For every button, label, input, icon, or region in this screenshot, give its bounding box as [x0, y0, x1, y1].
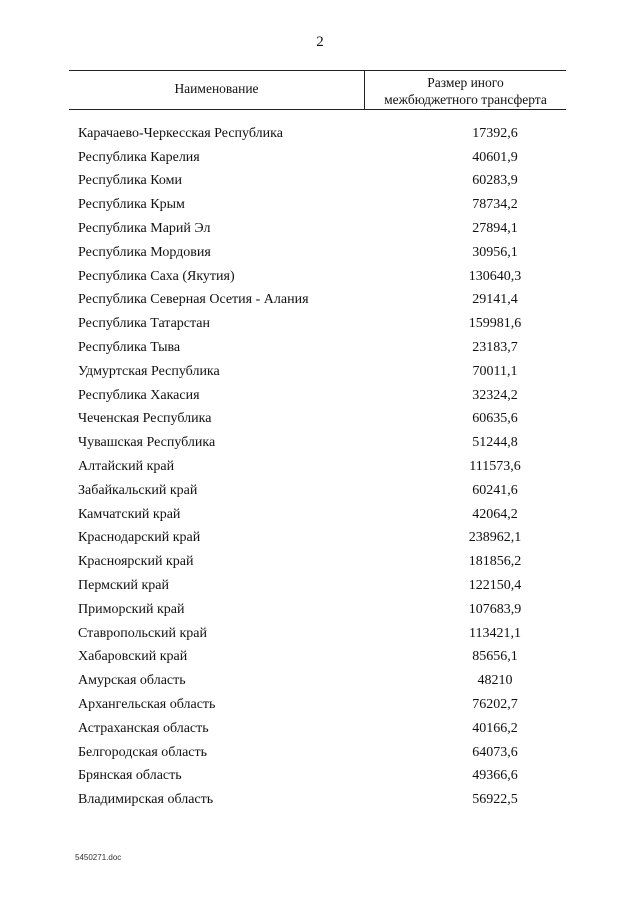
table-row — [69, 646, 566, 670]
region-name: Белгородская область — [78, 744, 208, 760]
region-name: Приморский край — [78, 601, 185, 617]
transfer-amount: 48210 — [477, 673, 513, 689]
region-name: Астраханская область — [78, 720, 209, 736]
region-name: Удмуртская Республика — [78, 363, 220, 379]
table-row — [69, 765, 566, 789]
table-row — [69, 455, 566, 479]
region-name: Амурская область — [78, 673, 186, 689]
page-number: 2 — [316, 34, 324, 50]
table-row — [69, 408, 566, 432]
region-name: Забайкальский край — [78, 482, 198, 498]
table-row — [69, 289, 566, 313]
transfer-table — [69, 70, 566, 812]
region-name: Республика Крым — [78, 197, 185, 213]
table-row — [69, 598, 566, 622]
region-name: Брянская область — [78, 768, 182, 784]
transfer-amount: 60241,6 — [472, 482, 518, 498]
transfer-amount: 238962,1 — [468, 530, 522, 546]
table-row — [69, 312, 566, 336]
region-name: Камчатский край — [78, 506, 181, 522]
transfer-amount: 64073,6 — [472, 744, 518, 760]
table-row — [69, 550, 566, 574]
region-name: Республика Саха (Якутия) — [78, 268, 235, 284]
table-row — [69, 503, 566, 527]
table-row — [69, 527, 566, 551]
region-name: Хабаровский край — [78, 649, 188, 665]
region-name: Чувашская Республика — [78, 435, 216, 451]
transfer-amount: 122150,4 — [468, 578, 522, 594]
table-row — [69, 336, 566, 360]
transfer-amount: 40166,2 — [472, 720, 518, 736]
table-row — [69, 693, 566, 717]
region-name: Республика Тыва — [78, 340, 181, 356]
table-row — [69, 741, 566, 765]
region-name: Республика Марий Эл — [78, 221, 211, 237]
transfer-amount: 29141,4 — [472, 292, 518, 308]
table-header — [69, 70, 566, 110]
document-code: 5450271.doc — [75, 853, 122, 862]
transfer-amount: 76202,7 — [472, 697, 518, 713]
region-name: Республика Хакасия — [78, 387, 200, 403]
table-row — [69, 360, 566, 384]
region-name: Владимирская область — [78, 792, 214, 808]
region-name: Краснодарский край — [78, 530, 201, 546]
transfer-amount: 60635,6 — [472, 411, 518, 427]
region-name: Архангельская область — [78, 697, 216, 713]
region-name: Республика Северная Осетия - Алания — [78, 292, 309, 308]
table-row — [69, 265, 566, 289]
table-row — [69, 788, 566, 812]
transfer-amount: 60283,9 — [472, 173, 518, 189]
region-name: Чеченская Республика — [78, 411, 212, 427]
transfer-amount: 113421,1 — [469, 625, 521, 641]
table-row — [69, 241, 566, 265]
transfer-amount: 27894,1 — [472, 221, 518, 237]
transfer-amount: 32324,2 — [472, 387, 518, 403]
region-name: Республика Татарстан — [78, 316, 211, 332]
header-name: Наименование — [174, 81, 259, 96]
transfer-amount: 130640,3 — [468, 268, 522, 284]
table-row — [69, 193, 566, 217]
region-name: Алтайский край — [78, 459, 175, 475]
header-value — [365, 74, 566, 108]
table-row — [69, 574, 566, 598]
table-row — [69, 170, 566, 194]
transfer-amount: 42064,2 — [472, 506, 518, 522]
transfer-amount: 51244,8 — [472, 435, 518, 451]
table-row — [69, 622, 566, 646]
region-name: Карачаево-Черкесская Республика — [78, 125, 283, 141]
transfer-amount: 85656,1 — [472, 649, 518, 665]
transfer-amount: 40601,9 — [472, 149, 518, 165]
region-name: Республика Мордовия — [78, 244, 211, 260]
table-row — [69, 669, 566, 693]
table-row — [69, 146, 566, 170]
region-name: Ставропольский край — [78, 625, 207, 641]
region-name: Красноярский край — [78, 554, 194, 570]
transfer-amount: 17392,6 — [472, 125, 518, 141]
transfer-amount: 111573,6 — [469, 459, 521, 475]
table-row — [69, 717, 566, 741]
header-value-line2: межбюджетного трансферта — [384, 92, 547, 107]
transfer-amount: 159981,6 — [468, 316, 522, 332]
table-body — [69, 110, 566, 812]
region-name: Республика Карелия — [78, 149, 200, 165]
table-row — [69, 217, 566, 241]
transfer-amount: 70011,1 — [472, 363, 518, 379]
table-row — [69, 122, 566, 146]
transfer-amount: 30956,1 — [472, 244, 518, 260]
table-row — [69, 479, 566, 503]
region-name: Пермский край — [78, 578, 169, 594]
table-row — [69, 431, 566, 455]
table-row — [69, 384, 566, 408]
transfer-amount: 49366,6 — [472, 768, 518, 784]
transfer-amount: 23183,7 — [472, 340, 518, 356]
transfer-amount: 181856,2 — [468, 554, 522, 570]
transfer-amount: 78734,2 — [472, 197, 518, 213]
transfer-amount: 56922,5 — [472, 792, 518, 808]
transfer-amount: 107683,9 — [468, 601, 522, 617]
header-value-line1: Размер иного — [427, 75, 504, 90]
region-name: Республика Коми — [78, 173, 182, 189]
